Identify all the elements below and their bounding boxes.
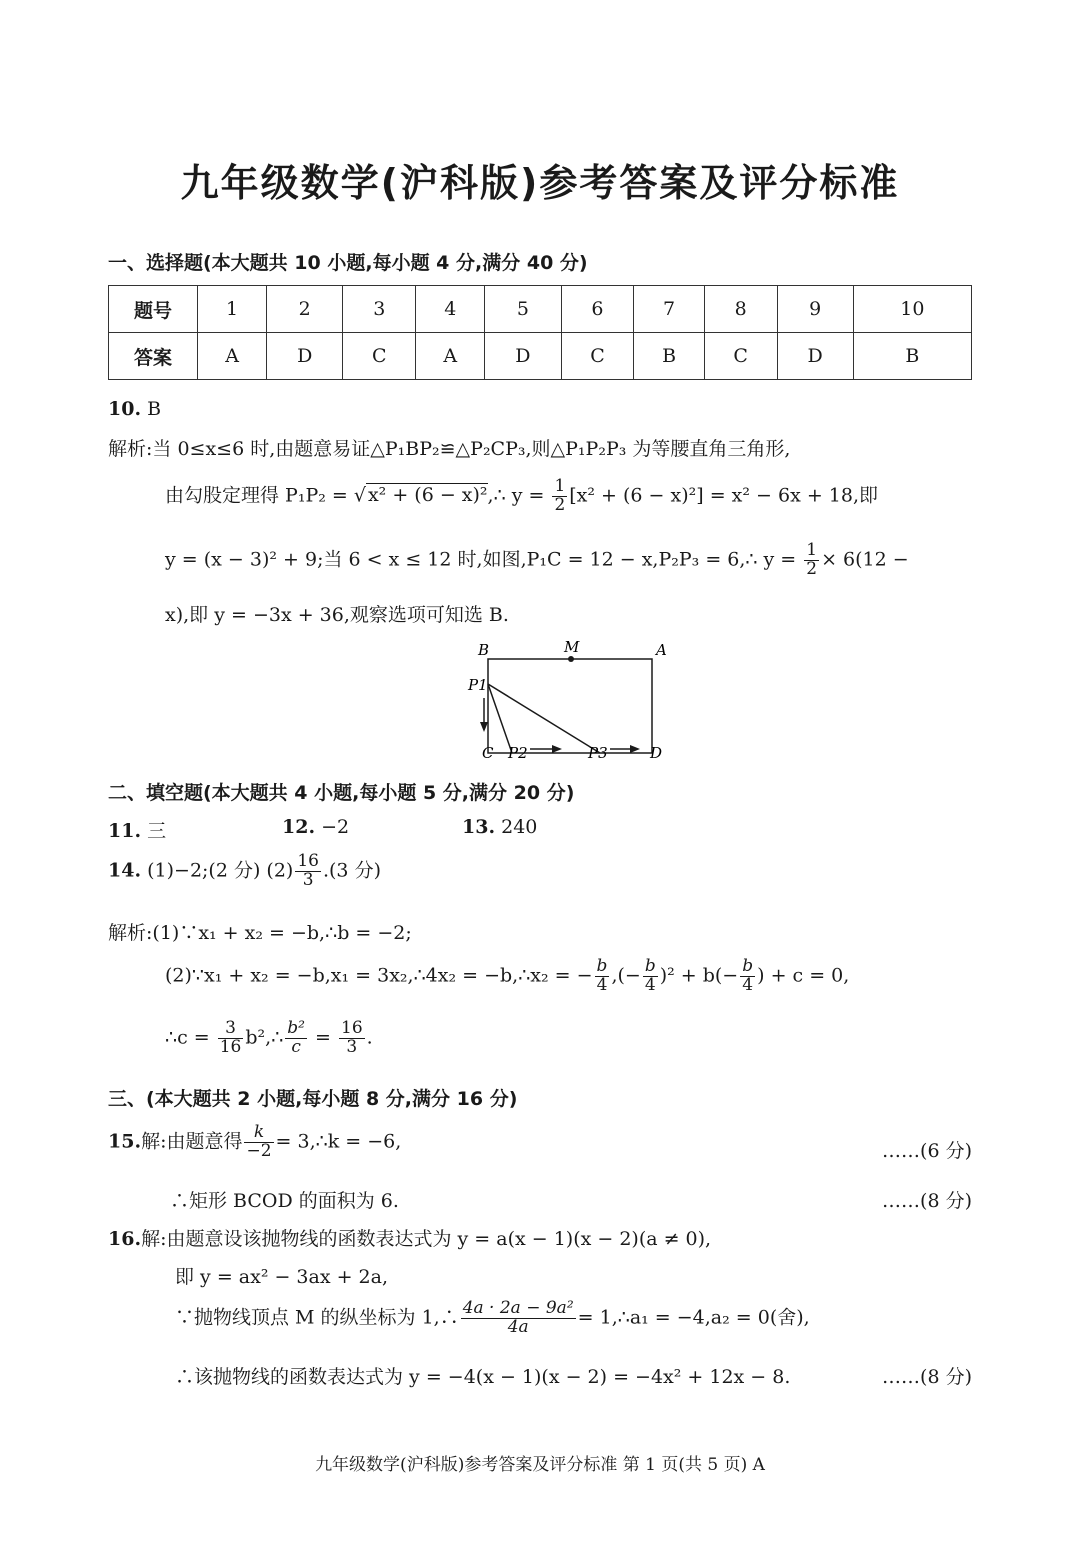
sixteen-over-three bbox=[339, 1020, 365, 1057]
fraction-numerator: k bbox=[244, 1124, 273, 1143]
label-p3: P3 bbox=[588, 744, 608, 762]
fraction-numerator: b bbox=[644, 956, 656, 976]
table-cell: 4 bbox=[416, 286, 485, 333]
table-cell: A bbox=[198, 333, 267, 380]
b2-over-c bbox=[285, 1020, 307, 1057]
q15-line1 bbox=[108, 1124, 401, 1161]
q15-label: 15. bbox=[108, 1130, 142, 1153]
fraction-numerator: b² bbox=[287, 1018, 305, 1038]
table-cell: 3 bbox=[343, 286, 416, 333]
table-cell: D bbox=[267, 333, 343, 380]
table-cell: 10 bbox=[853, 286, 971, 333]
q10-l2a: 由勾股定理得 P₁P₂ = bbox=[165, 484, 354, 507]
q15-score2: ……(8 分) bbox=[882, 1190, 972, 1212]
q16-l1: 解:由题意设该抛物线的函数表达式为 y = a(x − 1)(x − 2)(a ≠ 0), bbox=[141, 1228, 712, 1250]
q14-s2b: ,(− bbox=[611, 964, 641, 987]
b-over-4 bbox=[595, 958, 610, 995]
q14-s3b: b²,∴ bbox=[245, 1026, 284, 1049]
q16-l3a: ∵抛物线顶点 M 的纵坐标为 1,∴ bbox=[175, 1306, 459, 1329]
q13 bbox=[462, 816, 537, 838]
q11-label: 11. bbox=[108, 820, 142, 842]
fraction-numerator: b bbox=[596, 956, 608, 976]
label-m: M bbox=[564, 638, 580, 656]
arrowhead-right-icon bbox=[630, 745, 640, 753]
fraction-denominator: 4 bbox=[644, 974, 656, 995]
fraction-denominator: 3 bbox=[346, 1036, 358, 1057]
q15-a: 解:由题意得 bbox=[141, 1130, 243, 1153]
table-cell: B bbox=[853, 333, 971, 380]
fraction-denominator: 16 bbox=[219, 1036, 242, 1057]
table-row-numbers bbox=[109, 286, 972, 333]
q14-solution-line3 bbox=[165, 1020, 373, 1057]
fraction-denominator: −2 bbox=[246, 1140, 272, 1161]
q14-b: .(3 分) bbox=[322, 859, 381, 882]
table-cell: D bbox=[485, 333, 561, 380]
k-over-neg2 bbox=[244, 1124, 273, 1161]
label-c: C bbox=[482, 744, 494, 762]
q16-line1 bbox=[108, 1224, 711, 1251]
q10-solution-line4: x),即 y = −3x + 36,观察选项可知选 B. bbox=[165, 604, 509, 626]
q14-answer-line bbox=[108, 853, 381, 890]
q14-s2c: )² + b(− bbox=[659, 964, 739, 987]
page-title: 九年级数学(沪科版)参考答案及评分标准 bbox=[180, 161, 900, 205]
page-footer: 九年级数学(沪科版)参考答案及评分标准 第 1 页(共 5 页) A bbox=[315, 1455, 765, 1475]
q10-label: 10. bbox=[108, 398, 142, 420]
q14-s3d: . bbox=[366, 1026, 373, 1049]
b-over-4 bbox=[643, 958, 658, 995]
fraction-numerator: 4a · 2a − 9a² bbox=[462, 1298, 574, 1318]
q12-answer: −2 bbox=[321, 816, 350, 838]
table-cell: C bbox=[561, 333, 634, 380]
q14-s3c: = bbox=[309, 1026, 337, 1049]
q10-answer: B bbox=[147, 398, 162, 420]
arrowhead-right-icon bbox=[552, 745, 562, 753]
table-cell: 1 bbox=[198, 286, 267, 333]
three-over-sixteen bbox=[218, 1020, 244, 1057]
fraction-numerator: 1 bbox=[806, 540, 818, 560]
rectangle-abcd bbox=[488, 659, 652, 753]
fraction-denominator: 4 bbox=[742, 974, 754, 995]
table-cell: C bbox=[704, 333, 777, 380]
fraction-numerator: 1 bbox=[554, 476, 566, 496]
table-cell: D bbox=[777, 333, 853, 380]
q14-fraction bbox=[295, 853, 321, 890]
table-cell: B bbox=[634, 333, 704, 380]
q16-line3 bbox=[175, 1300, 810, 1337]
row-header-number: 题号 bbox=[109, 286, 198, 333]
q13-answer: 240 bbox=[501, 816, 538, 838]
q15-score1: ……(6 分) bbox=[882, 1140, 972, 1162]
section1-heading: 一、选择题(本大题共 10 小题,每小题 4 分,满分 40 分) bbox=[108, 252, 588, 274]
table-cell: 8 bbox=[704, 286, 777, 333]
q10-solution-line2 bbox=[165, 478, 878, 515]
label-b: B bbox=[478, 641, 490, 659]
q16-l3b: = 1,∴a₁ = −4,a₂ = 0(舍), bbox=[577, 1306, 810, 1329]
segment-p1p3 bbox=[488, 684, 600, 753]
table-row-answers bbox=[109, 333, 972, 380]
fraction-numerator: 16 bbox=[341, 1018, 363, 1038]
q10-l3a: y = (x − 3)² + 9;当 6 < x ≤ 12 时,如图,P₁C = 12 − x,P₂P₃ = 6,∴ y = bbox=[165, 548, 803, 571]
row-header-answer: 答案 bbox=[109, 333, 198, 380]
q15-line2: ∴矩形 BCOD 的面积为 6. bbox=[170, 1190, 399, 1212]
table-cell: 7 bbox=[634, 286, 704, 333]
q10-l2c: ,∴ y = bbox=[487, 484, 551, 507]
q12 bbox=[282, 816, 349, 838]
q16-line2: 即 y = ax² − 3ax + 2a, bbox=[175, 1266, 389, 1288]
sqrt-sign: √ bbox=[353, 484, 366, 507]
q16-score: ……(8 分) bbox=[882, 1366, 972, 1388]
label-d: D bbox=[650, 744, 663, 762]
q12-label: 12. bbox=[282, 816, 316, 838]
q14-s3a: ∴c = bbox=[165, 1026, 216, 1049]
segment-p1p2 bbox=[488, 684, 512, 753]
arrowhead-down-icon bbox=[480, 722, 488, 732]
table-cell: 6 bbox=[561, 286, 634, 333]
fraction-denominator: 4 bbox=[596, 974, 608, 995]
q10-solution-line3 bbox=[165, 542, 909, 579]
q10-solution-line1: 解析:当 0≤x≤6 时,由题意易证△P₁BP₂≌△P₂CP₃,则△P₁P₂P₃ 为等腰直角三角形, bbox=[108, 438, 791, 460]
label-p2: P2 bbox=[508, 744, 528, 762]
table-cell: C bbox=[343, 333, 416, 380]
half-fraction bbox=[552, 478, 567, 515]
fraction-numerator: b bbox=[742, 956, 754, 976]
fraction-denominator: 2 bbox=[554, 494, 566, 515]
section2-heading: 二、填空题(本大题共 4 小题,每小题 5 分,满分 20 分) bbox=[108, 782, 575, 804]
fraction-numerator: 3 bbox=[218, 1020, 244, 1039]
table-cell: 5 bbox=[485, 286, 561, 333]
q11 bbox=[108, 816, 166, 843]
label-p1: P1 bbox=[468, 676, 488, 694]
q14-solution-line2 bbox=[165, 958, 849, 995]
q15-b: = 3,∴k = −6, bbox=[275, 1130, 402, 1153]
label-a: A bbox=[656, 641, 667, 659]
q16-label: 16. bbox=[108, 1228, 142, 1250]
q14-label: 14. bbox=[108, 859, 142, 882]
fraction-denominator: 2 bbox=[806, 558, 818, 579]
q11-answer: 三 bbox=[147, 820, 167, 842]
q10-l2d: [x² + (6 − x)²] = x² − 6x + 18,即 bbox=[569, 484, 879, 507]
q14-a: (1)−2;(2 分) (2) bbox=[147, 859, 294, 882]
table-cell: A bbox=[416, 333, 485, 380]
half-fraction bbox=[804, 542, 819, 579]
rectangle-figure bbox=[460, 636, 680, 766]
table-cell: 9 bbox=[777, 286, 853, 333]
table-cell: 2 bbox=[267, 286, 343, 333]
b-over-4 bbox=[740, 958, 755, 995]
answer-table bbox=[108, 285, 972, 380]
fraction-denominator: 4a bbox=[507, 1316, 529, 1337]
fraction-denominator: c bbox=[291, 1036, 301, 1057]
q13-label: 13. bbox=[462, 816, 496, 838]
q14-s2d: ) + c = 0, bbox=[757, 964, 850, 987]
fraction-numerator: 16 bbox=[297, 851, 319, 871]
q14-s2a: (2)∵x₁ + x₂ = −b,x₁ = 3x₂,∴4x₂ = −b,∴x₂ = − bbox=[165, 964, 593, 987]
fraction-denominator: 3 bbox=[302, 869, 314, 890]
q16-line4: ∴该抛物线的函数表达式为 y = −4(x − 1)(x − 2) = −4x² + 12x − 8. bbox=[175, 1366, 791, 1388]
vertex-fraction bbox=[461, 1300, 576, 1337]
q14-solution-line1: 解析:(1)∵x₁ + x₂ = −b,∴b = −2; bbox=[108, 922, 412, 944]
q10-l3b: × 6(12 − bbox=[821, 548, 909, 571]
section3-heading: 三、(本大题共 2 小题,每小题 8 分,满分 16 分) bbox=[108, 1088, 518, 1110]
point-m bbox=[568, 656, 574, 662]
sqrt-radicand: x² + (6 − x)² bbox=[367, 484, 488, 507]
q10-answer-line bbox=[108, 398, 161, 420]
